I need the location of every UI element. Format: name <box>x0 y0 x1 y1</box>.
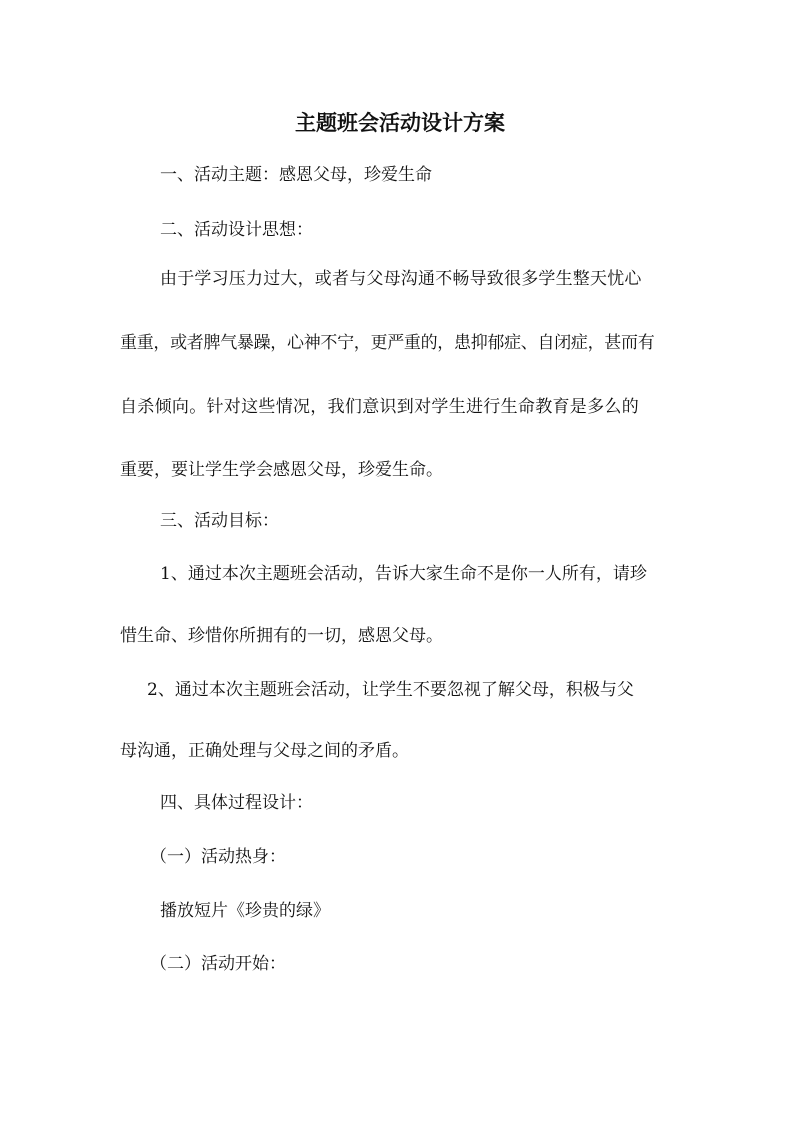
section-design-idea-heading: 二、活动设计思想： <box>160 220 313 240</box>
goal-2-line: 母沟通，正确处理与父母之间的矛盾。 <box>120 741 409 761</box>
goal-2-line: 2、通过本次主题班会活动，让学生不要忽视了解父母，积极与父 <box>147 680 634 700</box>
section-theme-heading: 一、活动主题：感恩父母，珍爱生命 <box>160 165 432 185</box>
goal-1-line: 惜生命、珍惜你所拥有的一切，感恩父母。 <box>120 626 443 646</box>
paragraph-line: 由于学习压力过大，或者与父母沟通不畅导致很多学生整天忧心 <box>160 269 642 289</box>
paragraph-line: 自杀倾向。针对这些情况，我们意识到对学生进行生命教育是多么的 <box>120 397 639 417</box>
document-title: 主题班会活动设计方案 <box>295 110 505 135</box>
section-process-heading: 四、具体过程设计： <box>160 793 313 813</box>
subsection-warmup-heading: （一）活动热身： <box>150 847 286 867</box>
paragraph-line: 重要，要让学生学会感恩父母，珍爱生命。 <box>120 460 443 480</box>
subsection-start-heading: （二）活动开始： <box>150 954 286 974</box>
warmup-content: 播放短片《珍贵的绿》 <box>160 901 330 921</box>
paragraph-line: 重重，或者脾气暴躁，心神不宁，更严重的，患抑郁症、自闭症，甚而有 <box>120 333 655 353</box>
section-goals-heading: 三、活动目标： <box>160 511 279 531</box>
goal-1-line: 1、通过本次主题班会活动，告诉大家生命不是你一人所有，请珍 <box>160 564 647 584</box>
